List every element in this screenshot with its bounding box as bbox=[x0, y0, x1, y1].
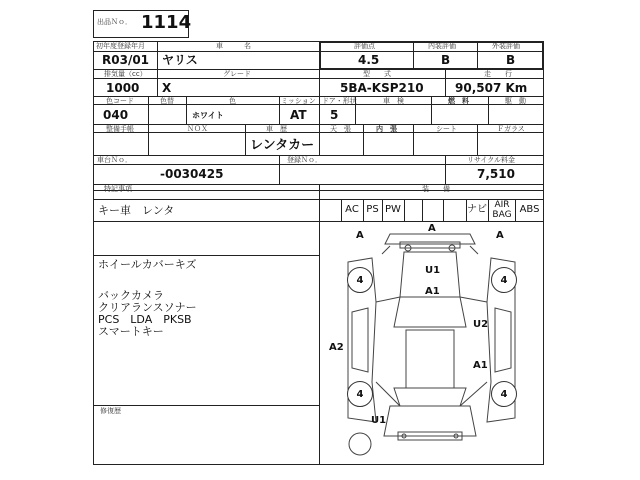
damage-mark: A bbox=[356, 230, 364, 241]
history-label: 車 歴 bbox=[266, 125, 287, 133]
recycle-value: 7,510 bbox=[477, 167, 515, 181]
lot-number: 1114 bbox=[141, 12, 192, 33]
grade-value: X bbox=[162, 81, 172, 95]
damage-mark: A bbox=[428, 223, 436, 234]
damage-mark: U2 bbox=[473, 319, 489, 330]
damage-mark: A bbox=[496, 230, 504, 241]
interior-label: 内装評価 bbox=[428, 42, 456, 50]
chassis-label: 車台Ｎｏ． bbox=[97, 156, 132, 164]
trans-label: ミッション bbox=[281, 97, 316, 105]
score-value: 4.5 bbox=[358, 53, 380, 67]
drive-label: 駆 動 bbox=[505, 97, 526, 105]
notes-label: 特記事項 bbox=[104, 185, 132, 193]
roof-label: 天 張 bbox=[330, 125, 351, 133]
damage-mark: U1 bbox=[425, 265, 441, 276]
exterior-value: B bbox=[506, 53, 516, 67]
trans-value: AT bbox=[290, 108, 307, 122]
notes-line-2: バックカメラ bbox=[98, 289, 164, 302]
repaint-label: 色替 bbox=[160, 97, 174, 105]
nox-label: ＮＯＸ bbox=[187, 125, 208, 133]
eq-navi: ナビ bbox=[467, 204, 487, 215]
exterior-label: 外装評価 bbox=[492, 42, 520, 50]
repair-label: 修復歴 bbox=[100, 407, 121, 415]
tire-rear-left: 4 bbox=[347, 381, 373, 407]
damage-mark: A1 bbox=[473, 360, 488, 371]
name-value: ヤリス bbox=[162, 53, 198, 67]
notes-line-4: PCS LDA PKSB bbox=[98, 313, 192, 326]
eq-pw: PW bbox=[385, 204, 401, 215]
eq-ps: PS bbox=[366, 204, 379, 215]
history-value: レンタカー bbox=[250, 138, 315, 153]
damage-mark: A1 bbox=[425, 286, 440, 297]
model-label: 型 式 bbox=[363, 70, 391, 78]
car-diagram bbox=[320, 222, 543, 464]
regno-label: 登録Ｎｏ． bbox=[287, 156, 322, 164]
tire-rear-right: 4 bbox=[491, 381, 517, 407]
eq-abs: ABS bbox=[519, 204, 540, 215]
name-label: 車 名 bbox=[216, 42, 251, 50]
notes-line-1: ホイールカバーキズ bbox=[98, 258, 197, 271]
disp-label: 排気量（cc） bbox=[104, 70, 147, 78]
notes-line-0: キー車 レンタ bbox=[98, 204, 175, 217]
doors-value: 5 bbox=[330, 108, 339, 122]
recycle-label: リサイクル料金 bbox=[467, 156, 516, 164]
color-code-value: 040 bbox=[103, 108, 129, 122]
chassis-value: -0030425 bbox=[160, 167, 224, 181]
glass-label: Ｆガラス bbox=[497, 125, 525, 133]
interior-value: B bbox=[441, 53, 451, 67]
tire-front-right: 4 bbox=[491, 267, 517, 293]
doors-label: ドア・形状 bbox=[322, 97, 357, 105]
tire-front-left: 4 bbox=[347, 267, 373, 293]
grade-label: グレード bbox=[223, 70, 251, 78]
color-label: 色 bbox=[229, 97, 236, 105]
damage-mark: A2 bbox=[329, 342, 344, 353]
reg-label: 初年度登録年月 bbox=[96, 42, 145, 50]
color-code-label: 色コード bbox=[106, 97, 134, 105]
seat-label: シート bbox=[436, 125, 457, 133]
notes-line-3: クリアランスソナー bbox=[98, 301, 197, 314]
reg-value: R03/01 bbox=[102, 53, 150, 67]
damage-mark: U1 bbox=[371, 415, 387, 426]
interior2-label: 内 張 bbox=[376, 125, 397, 133]
mileage-label: 走 行 bbox=[484, 70, 512, 78]
manual-label: 整備手帳 bbox=[106, 125, 134, 133]
disp-value: 1000 bbox=[106, 81, 140, 95]
fuel-label: 燃 料 bbox=[448, 97, 469, 105]
eq-ac: AC bbox=[345, 204, 359, 215]
notes-line-5: スマートキー bbox=[98, 325, 164, 338]
color-value: ホワイト bbox=[192, 111, 224, 120]
mileage-value: 90,507 Km bbox=[455, 81, 528, 95]
inspection-label: 車 検 bbox=[383, 97, 404, 105]
lot-label: 出品Ｎｏ． bbox=[97, 18, 132, 26]
score-label: 評価点 bbox=[354, 42, 375, 50]
eq-airbag: AIR BAG bbox=[492, 200, 512, 220]
equipment-label: 装 備 bbox=[422, 185, 450, 193]
model-value: 5BA-KSP210 bbox=[340, 81, 424, 95]
